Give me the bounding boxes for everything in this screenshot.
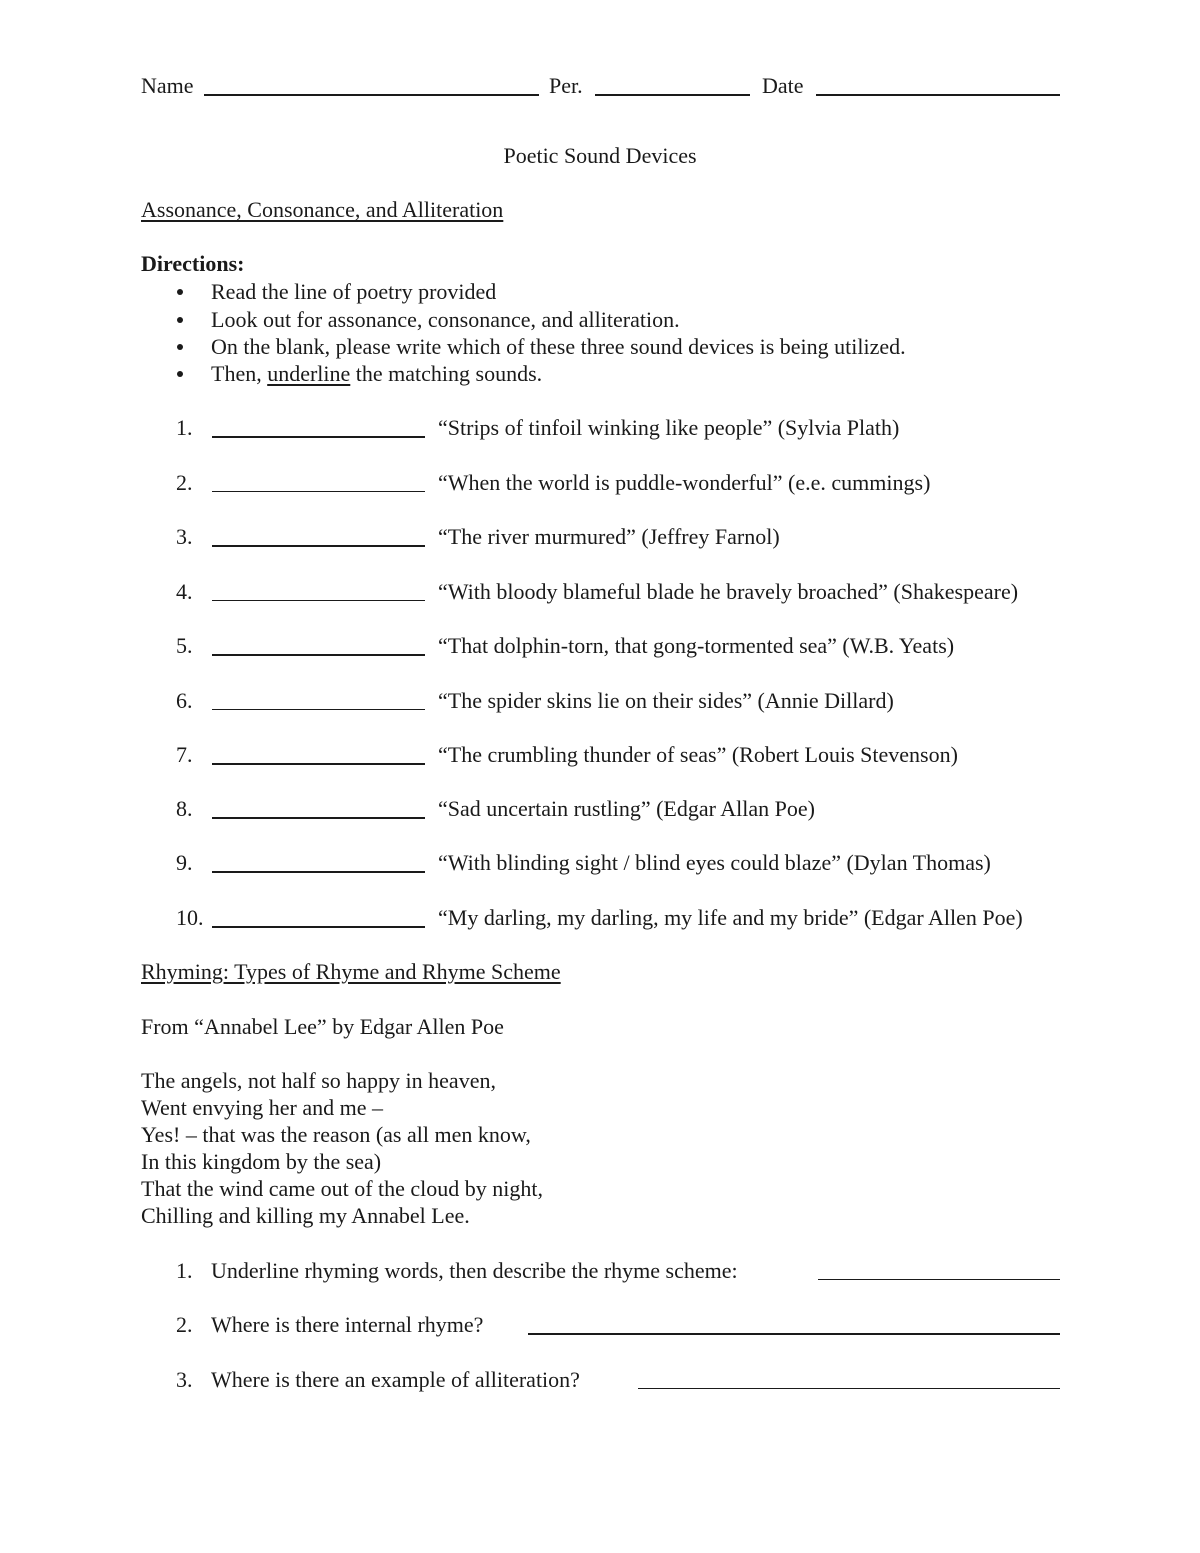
item-text: “The river murmured” (Jeffrey Farnol)	[438, 524, 780, 549]
poem-line: Yes! – that was the reason (as all men know,	[141, 1122, 531, 1147]
page-title: Poetic Sound Devices	[503, 143, 697, 168]
answer-blank[interactable]	[212, 600, 425, 601]
poem-line: Went envying her and me –	[141, 1095, 383, 1120]
question-number: 2.	[176, 1312, 193, 1337]
answer-blank[interactable]	[212, 926, 425, 928]
item-number: 2.	[176, 470, 193, 495]
answer-blank[interactable]	[212, 436, 425, 438]
poem-line: Chilling and killing my Annabel Lee.	[141, 1203, 470, 1228]
internal-rhyme-blank[interactable]	[528, 1333, 1060, 1335]
answer-blank[interactable]	[212, 763, 425, 765]
question-text: Where is there internal rhyme?	[211, 1312, 484, 1337]
date-blank[interactable]	[816, 94, 1060, 96]
period-blank[interactable]	[595, 94, 750, 96]
item-number: 10.	[176, 905, 204, 930]
poem-line: That the wind came out of the cloud by night,	[141, 1176, 544, 1201]
item-number: 4.	[176, 579, 193, 604]
item-text: “That dolphin-torn, that gong-tormented sea” (W.B. Yeats)	[438, 633, 955, 658]
poem-line: The angels, not half so happy in heaven,	[141, 1068, 496, 1093]
question-number: 1.	[176, 1258, 193, 1283]
poem-line: In this kingdom by the sea)	[141, 1149, 382, 1174]
item-text: “When the world is puddle-wonderful” (e.e. cummings)	[438, 470, 931, 495]
bullet-icon	[177, 289, 183, 295]
question-text: Where is there an example of alliteration?	[211, 1367, 580, 1392]
poem-source: From “Annabel Lee” by Edgar Allen Poe	[141, 1014, 504, 1039]
item-number: 3.	[176, 524, 193, 549]
item-number: 7.	[176, 742, 193, 767]
bullet-icon	[177, 317, 183, 323]
answer-blank[interactable]	[212, 817, 425, 819]
question-text: Underline rhyming words, then describe the rhyme scheme:	[211, 1258, 738, 1283]
item-number: 8.	[176, 796, 193, 821]
direction-1: Read the line of poetry provided	[211, 279, 497, 304]
period-label: Per.	[549, 73, 583, 98]
item-number: 9.	[176, 850, 193, 875]
direction-2: Look out for assonance, consonance, and alliteration.	[211, 307, 680, 332]
item-text: “Strips of tinfoil winking like people” (Sylvia Plath)	[438, 415, 900, 440]
item-number: 1.	[176, 415, 193, 440]
item-text: “Sad uncertain rustling” (Edgar Allan Poe)	[438, 796, 815, 821]
item-text: “The spider skins lie on their sides” (Annie Dillard)	[438, 688, 894, 713]
direction-3: On the blank, please write which of these three sound devices is being utilized.	[211, 334, 906, 359]
direction-4-underlined: underline	[267, 361, 351, 386]
answer-blank[interactable]	[212, 709, 425, 710]
rhyme-scheme-blank[interactable]	[818, 1279, 1060, 1280]
item-text: “With bloody blameful blade he bravely broached” (Shakespeare)	[438, 579, 1019, 604]
alliteration-blank[interactable]	[638, 1388, 1060, 1389]
item-text: “My darling, my darling, my life and my bride” (Edgar Allen Poe)	[438, 905, 1023, 930]
date-label: Date	[762, 73, 804, 98]
item-number: 6.	[176, 688, 193, 713]
bullet-icon	[177, 344, 183, 350]
name-blank[interactable]	[204, 94, 539, 96]
answer-blank[interactable]	[212, 871, 425, 873]
direction-4	[211, 361, 542, 387]
bullet-icon	[177, 371, 183, 377]
section2-heading: Rhyming: Types of Rhyme and Rhyme Scheme	[141, 959, 561, 984]
answer-blank[interactable]	[212, 491, 425, 492]
answer-blank[interactable]	[212, 654, 425, 656]
section1-heading: Assonance, Consonance, and Alliteration	[141, 197, 504, 222]
item-text: “With blinding sight / blind eyes could blaze” (Dylan Thomas)	[438, 850, 991, 875]
item-number: 5.	[176, 633, 193, 658]
direction-4-rest: the matching sounds.	[350, 361, 543, 386]
direction-4-start: Then,	[211, 361, 268, 386]
question-number: 3.	[176, 1367, 193, 1392]
answer-blank[interactable]	[212, 545, 425, 547]
name-label: Name	[141, 73, 194, 98]
item-text: “The crumbling thunder of seas” (Robert Louis Stevenson)	[438, 742, 958, 767]
directions-label: Directions:	[141, 251, 245, 276]
